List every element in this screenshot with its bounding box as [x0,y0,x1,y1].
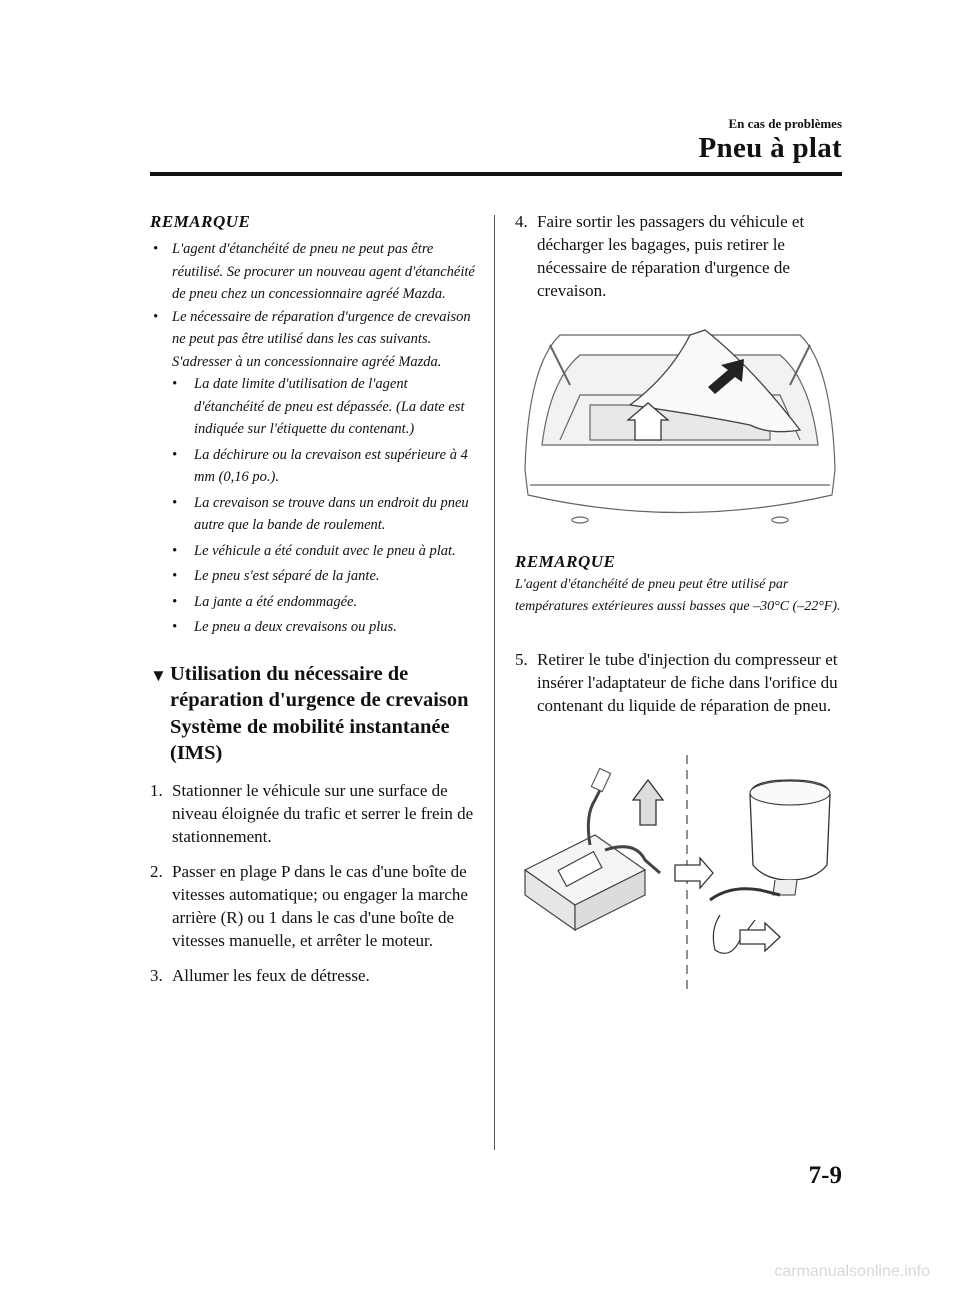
step-item: 3. Allumer les feux de détresse. [150,965,370,985]
note-bullet: • Le nécessaire de réparation d'urgence de crevaison ne peut pas être utilisé dans les cas suivants. [150,306,475,351]
step-item: 4. Faire sortir les passagers du véhicule et décharger les bagages, puis retirer le nécessaire de réparation d'urgence de crevaison. [515,212,805,300]
note-body: L'agent d'étanchéité de pneu peut être utilisé par températures extérieures aussi basses que –30°C (–22°F). [515,577,841,614]
page-title: Pneu à plat [698,132,842,164]
step-4 [515,210,845,302]
note-title: REMARQUE [515,552,616,571]
page-number: 7-9 [808,1162,842,1189]
left-column [150,212,475,987]
note-sub-bullet: • La jante a été endommagée. [150,591,475,614]
chapter-subtitle: En cas de problèmes [728,116,842,131]
bullet-icon: • [153,308,159,325]
bullet-icon: • [172,593,178,610]
note-sub-bullet: • Le pneu a deux crevaisons ou plus. [150,616,475,639]
step-5 [515,648,845,717]
watermark: carmanualsonline.info [774,1263,930,1280]
section-heading: ▼ Utilisation du nécessaire de réparation d'urgence de crevaison Système de mobilité instantanée (IMS) [150,662,469,764]
bullet-icon: • [172,376,178,392]
step-item: 5. Retirer le tube d'injection du compresseur et insérer l'adaptateur de fiche dans l'orifice du contenant du liquide de réparation de pneu. [515,650,838,715]
header-rule [150,172,842,176]
bullet-icon: • [172,494,178,511]
bullet-icon: • [153,241,159,257]
step-item: 2. Passer en plage P dans le cas d'une boîte de vitesses automatique; ou engager la marche arrière (R) ou 1 dans le cas d'une boîte de vitesses manuelle, et arrêter le moteur. [150,861,468,950]
column-divider [494,215,495,1150]
triangle-marker-icon: ▼ [150,665,167,685]
note-bullet-extra: S'adresser à un concessionnaire agréé Mazda. [172,353,442,370]
note-sub-bullet: • Le véhicule a été conduit avec le pneu à plat. [150,540,475,563]
bullet-icon: • [172,568,178,584]
step-item: 1. Stationner le véhicule sur une surface de niveau éloignée du trafic et serrer le frein de stationnement. [150,780,474,846]
note-sub-bullet: • La déchirure ou la crevaison est supérieure à 4 mm (0,16 po.). [150,444,475,489]
note-body [150,238,475,639]
note-sub-bullet: • La crevaison se trouve dans un endroit du pneu autre que la bande de roulement. [150,492,475,537]
note-bullet: • L'agent d'étanchéité de pneu ne peut pas être réutilisé. Se procurer un nouveau agent d'étanchéité de pneu chez un concessionnaire agréé Mazda. [150,238,475,306]
note-sub-bullet: • Le pneu s'est séparé de la jante. [150,565,475,588]
bullet-icon: • [172,619,178,635]
note-title: REMARQUE [150,212,251,231]
bullet-icon: • [172,542,178,559]
note-sub-bullet: • La date limite d'utilisation de l'agent d'étanchéité de pneu est dépassée. (La date est indiquée sur l'étiquette du contenant.) [150,373,475,441]
compressor-illustration [515,755,845,990]
bullet-icon: • [172,446,178,463]
note-2 [515,552,845,618]
trunk-illustration [520,325,840,530]
